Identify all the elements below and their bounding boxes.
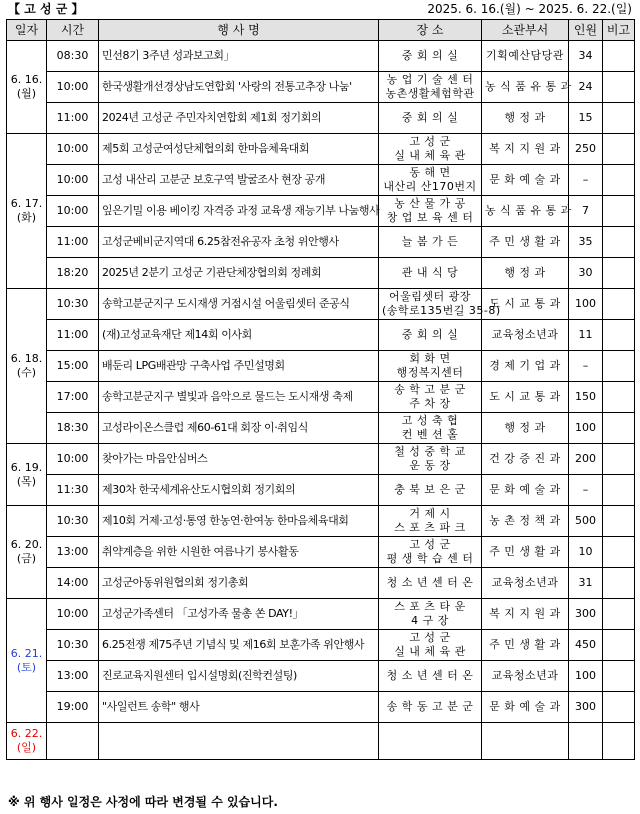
event-attendees: 300 (569, 692, 603, 723)
event-time: 11:30 (47, 475, 99, 506)
event-place-line: 회 화 면 (409, 352, 451, 365)
schedule-body (7, 41, 635, 760)
event-attendees: 11 (569, 320, 603, 351)
event-place (379, 599, 482, 630)
event-place (379, 413, 482, 444)
event-place (379, 506, 482, 537)
event-place (379, 320, 482, 351)
event-note (603, 351, 635, 382)
event-department: 기획예산담당관 (482, 41, 569, 72)
event-place (379, 475, 482, 506)
event-name: 고성라이온스클럽 제60-61대 회장 이·취임식 (99, 413, 379, 444)
header-attendees: 인원 (569, 20, 603, 41)
event-time: 14:00 (47, 568, 99, 599)
event-row (7, 165, 635, 196)
date-text: 6. 20. (10, 538, 43, 551)
event-place-line: 행정복지센터 (396, 366, 464, 379)
event-place-line: 고 성 축 협 (401, 414, 459, 427)
event-name: 고성 내산리 고분군 보호구역 발굴조사 현장 공개 (99, 165, 379, 196)
event-name: 잎은기밀 이용 베이킹 자격증 과정 교육생 재능기부 나눔행사 (99, 196, 379, 227)
event-time: 10:30 (47, 630, 99, 661)
event-place-line: 청 소 년 센 터 온 (386, 669, 474, 682)
event-place (379, 134, 482, 165)
event-row (7, 599, 635, 630)
event-department: 주 민 생 활 과 (482, 630, 569, 661)
event-attendees: 100 (569, 661, 603, 692)
date-text: 6. 17. (10, 197, 43, 210)
event-row (7, 382, 635, 413)
event-place-line: (송학로135번길 35-8) (382, 304, 501, 317)
event-place (379, 227, 482, 258)
event-time: 10:00 (47, 444, 99, 475)
event-row (7, 289, 635, 320)
event-note (603, 723, 635, 760)
event-department: 농 식 품 유 통 과 (482, 72, 569, 103)
weekday-text: (월) (16, 87, 37, 100)
event-place-line: 농 산 물 가 공 (394, 197, 466, 210)
event-department: 농 식 품 유 통 과 (482, 196, 569, 227)
event-place-line: 청 소 년 센 터 온 (386, 576, 474, 589)
event-place (379, 289, 501, 320)
date-cell (7, 599, 47, 723)
event-place (379, 568, 482, 599)
organization-title: 【 고 성 군 】 (8, 2, 84, 16)
event-place-line: 중 회 의 실 (401, 328, 459, 341)
event-note (603, 41, 635, 72)
event-place-line: 운 동 장 (409, 459, 451, 472)
event-time: 08:30 (47, 41, 99, 72)
event-place (379, 196, 482, 227)
event-place-line: 창 업 보 육 센 터 (386, 211, 474, 224)
header-date: 일자 (7, 20, 47, 41)
event-place-line: 평 생 학 습 센 터 (386, 552, 474, 565)
event-note (603, 72, 635, 103)
event-name: 제30차 한국세계유산도시협의회 정기회의 (99, 475, 379, 506)
event-attendees: 100 (569, 289, 603, 320)
event-time: 11:00 (47, 103, 99, 134)
event-name: 제10회 거제·고성·통영 한농연·한여농 한마음체육대회 (99, 506, 379, 537)
event-name: 민선8기 3주년 성과보고회」 (99, 41, 379, 72)
footnote: ※ 위 행사 일정은 사정에 따라 변경될 수 있습니다. (8, 795, 278, 809)
event-row (7, 630, 635, 661)
event-time: 18:20 (47, 258, 99, 289)
event-time: 11:00 (47, 227, 99, 258)
event-place-line: 내산리 산170번지 (383, 180, 477, 193)
event-place (379, 630, 482, 661)
date-text: 6. 22. (10, 727, 43, 740)
event-place-line: 농 업 기 술 센 터 (386, 73, 474, 86)
event-department: 도 시 교 통 과 (482, 289, 569, 320)
event-note (603, 506, 635, 537)
event-note (603, 165, 635, 196)
event-time: 17:00 (47, 382, 99, 413)
date-text: 6. 19. (10, 460, 43, 474)
event-row (7, 568, 635, 599)
event-place-line: 중 회 의 실 (401, 111, 459, 124)
event-place-line: 송 학 동 고 분 군 (386, 700, 474, 713)
event-attendees (569, 723, 603, 760)
event-time: 10:30 (47, 289, 99, 320)
date-text: 6. 16. (10, 73, 43, 86)
event-name: 배둔리 LPG배관망 구축사업 주민설명회 (99, 351, 379, 382)
event-department (482, 723, 569, 760)
event-time: 10:00 (47, 134, 99, 165)
header-event-name: 행 사 명 (99, 20, 379, 41)
header-note: 비고 (603, 20, 635, 41)
event-place (379, 661, 482, 692)
event-row (7, 475, 635, 506)
event-row (7, 227, 635, 258)
event-department: 복 지 지 원 과 (482, 134, 569, 165)
date-text: 6. 21. (10, 646, 43, 660)
weekday-text: (토) (16, 660, 37, 674)
event-place (379, 382, 482, 413)
event-name: 2025년 2분기 고성군 기관단체장협의회 정례회 (99, 258, 379, 289)
event-department: 복 지 지 원 과 (482, 599, 569, 630)
event-row (7, 444, 635, 475)
event-note (603, 692, 635, 723)
event-attendees: 30 (569, 258, 603, 289)
schedule-period: 2025. 6. 16.(월) ~ 2025. 6. 22.(일) (427, 2, 632, 16)
event-time (47, 723, 99, 760)
event-place (379, 537, 482, 568)
event-row (7, 320, 635, 351)
event-place (379, 165, 482, 196)
event-attendees: 31 (569, 568, 603, 599)
event-note (603, 413, 635, 444)
event-attendees: 150 (569, 382, 603, 413)
event-place-line: 4 구 장 (411, 614, 449, 627)
event-attendees: – (569, 351, 603, 382)
event-time: 15:00 (47, 351, 99, 382)
event-department: 행 정 과 (482, 413, 569, 444)
event-place-line: 중 회 의 실 (401, 49, 459, 62)
event-time: 11:00 (47, 320, 99, 351)
event-place-line: 고 성 군 (409, 135, 451, 148)
event-time: 13:00 (47, 537, 99, 568)
event-attendees: 35 (569, 227, 603, 258)
event-department: 문 화 예 술 과 (482, 475, 569, 506)
weekday-text: (화) (16, 211, 37, 224)
event-time: 10:00 (47, 196, 99, 227)
event-name: 송학고분군지구 별빛과 음악으로 물드는 도시재생 축제 (99, 382, 379, 413)
event-department: 건 강 증 진 과 (482, 444, 569, 475)
date-cell (7, 444, 47, 506)
event-name: 2024년 고성군 주민자치연합회 제1회 정기회의 (99, 103, 379, 134)
event-row (7, 351, 635, 382)
event-name: (재)고성교육재단 제14회 이사회 (99, 320, 379, 351)
event-place-line: 실 내 체 육 관 (394, 149, 466, 162)
event-row (7, 103, 635, 134)
event-note (603, 444, 635, 475)
event-place-line: 스 포 츠 파 크 (394, 521, 466, 534)
event-place-line: 농촌생활체험학관 (385, 87, 475, 100)
date-text: 6. 18. (10, 352, 43, 365)
event-note (603, 134, 635, 165)
empty-row (7, 723, 635, 760)
event-note (603, 196, 635, 227)
event-note (603, 227, 635, 258)
event-place-line: 실 내 체 육 관 (394, 645, 466, 658)
event-note (603, 103, 635, 134)
event-row (7, 692, 635, 723)
event-department: 문 화 예 술 과 (482, 692, 569, 723)
event-place-line: 고 성 군 (409, 538, 451, 551)
event-name: 제5회 고성군여성단체협의회 한마음체육대회 (99, 134, 379, 165)
event-department: 경 제 기 업 과 (482, 351, 569, 382)
event-place-line: 컨 벤 션 홀 (401, 428, 459, 441)
date-cell (7, 506, 47, 599)
date-cell (7, 41, 47, 134)
event-time: 10:00 (47, 165, 99, 196)
event-note (603, 320, 635, 351)
event-schedule-table (6, 19, 635, 760)
header-department: 소관부서 (482, 20, 569, 41)
event-place (379, 72, 482, 103)
event-place (379, 723, 482, 760)
event-department: 문 화 예 술 과 (482, 165, 569, 196)
event-place-line: 동 해 면 (409, 166, 451, 179)
event-place-line: 스 포 츠 타 운 (394, 600, 466, 613)
event-place (379, 444, 482, 475)
event-name: 고성군베비군지역대 6.25참전유공자 초청 위안행사 (99, 227, 379, 258)
event-note (603, 537, 635, 568)
table-header-row (7, 20, 635, 41)
event-row (7, 258, 635, 289)
event-row (7, 413, 635, 444)
event-place-line: 어울림셋터 광장 (389, 290, 471, 303)
event-department: 도 시 교 통 과 (482, 382, 569, 413)
event-note (603, 289, 635, 320)
event-place (379, 692, 482, 723)
weekday-text: (일) (16, 741, 37, 754)
event-note (603, 599, 635, 630)
event-attendees: 250 (569, 134, 603, 165)
event-attendees: 34 (569, 41, 603, 72)
event-time: 10:00 (47, 72, 99, 103)
event-row (7, 196, 635, 227)
event-attendees: – (569, 475, 603, 506)
event-row (7, 537, 635, 568)
event-row (7, 506, 635, 537)
event-name: 고성군아동위원협의회 정기총회 (99, 568, 379, 599)
event-row (7, 661, 635, 692)
event-name (99, 723, 379, 760)
event-name: 송학고분군지구 도시재생 거점시설 어울림셋터 준공식 (99, 289, 379, 320)
event-department: 주 민 생 활 과 (482, 537, 569, 568)
event-department: 행 정 과 (482, 258, 569, 289)
event-note (603, 258, 635, 289)
event-note (603, 475, 635, 506)
date-cell (7, 289, 47, 444)
event-department: 주 민 생 활 과 (482, 227, 569, 258)
event-note (603, 661, 635, 692)
weekday-text: (수) (16, 366, 37, 379)
event-name: 찾아가는 마음안심버스 (99, 444, 379, 475)
event-name: 고성군가족센터 「고성가족 물총 쏜 DAY!」 (99, 599, 379, 630)
event-place (379, 41, 482, 72)
event-note (603, 630, 635, 661)
event-note (603, 568, 635, 599)
event-place-line: 충 북 보 은 군 (394, 483, 466, 496)
date-cell (7, 723, 47, 760)
event-attendees: 300 (569, 599, 603, 630)
event-department: 행 정 과 (482, 103, 569, 134)
event-attendees: 10 (569, 537, 603, 568)
event-name: 한국생활개선경상남도연합회 '사랑의 전통고추장 나눔' (99, 72, 379, 103)
event-place (379, 103, 482, 134)
event-department: 교육청소년과 (482, 320, 569, 351)
event-attendees: 450 (569, 630, 603, 661)
event-name: 진로교육지원센터 입시설명회(진학컨설팅) (99, 661, 379, 692)
event-name: 6.25전쟁 제75주년 기념식 및 제16회 보훈가족 위안행사 (99, 630, 379, 661)
event-place-line: 고 성 군 (409, 631, 451, 644)
event-name: "사일런트 송학" 행사 (99, 692, 379, 723)
event-attendees: 200 (569, 444, 603, 475)
event-row (7, 134, 635, 165)
event-time: 10:00 (47, 599, 99, 630)
weekday-text: (목) (16, 474, 37, 488)
event-row (7, 72, 635, 103)
event-place-line: 거 제 시 (409, 507, 451, 520)
event-time: 10:30 (47, 506, 99, 537)
event-attendees: 24 (569, 72, 603, 103)
event-department: 농 촌 정 책 과 (482, 506, 569, 537)
event-attendees: 15 (569, 103, 603, 134)
event-place (379, 258, 482, 289)
event-place-line: 관 내 식 당 (401, 266, 459, 279)
event-place (379, 351, 482, 382)
event-place-line: 송 학 고 분 군 (394, 383, 466, 396)
page-header (6, 0, 634, 18)
event-attendees: – (569, 165, 603, 196)
event-attendees: 7 (569, 196, 603, 227)
event-name: 취약계층을 위한 시원한 여름나기 봉사활동 (99, 537, 379, 568)
date-cell (7, 134, 47, 289)
event-row (7, 41, 635, 72)
event-time: 19:00 (47, 692, 99, 723)
event-attendees: 500 (569, 506, 603, 537)
event-place-line: 철 성 중 학 교 (394, 445, 466, 458)
event-time: 18:30 (47, 413, 99, 444)
weekday-text: (금) (16, 552, 37, 565)
event-note (603, 382, 635, 413)
event-time: 13:00 (47, 661, 99, 692)
event-place-line: 주 차 장 (409, 397, 451, 410)
event-attendees: 100 (569, 413, 603, 444)
event-department: 교육청소년과 (482, 661, 569, 692)
header-place: 장 소 (379, 20, 482, 41)
event-place-line: 늘 봄 가 든 (401, 235, 459, 248)
header-time: 시간 (47, 20, 99, 41)
event-department: 교육청소년과 (482, 568, 569, 599)
